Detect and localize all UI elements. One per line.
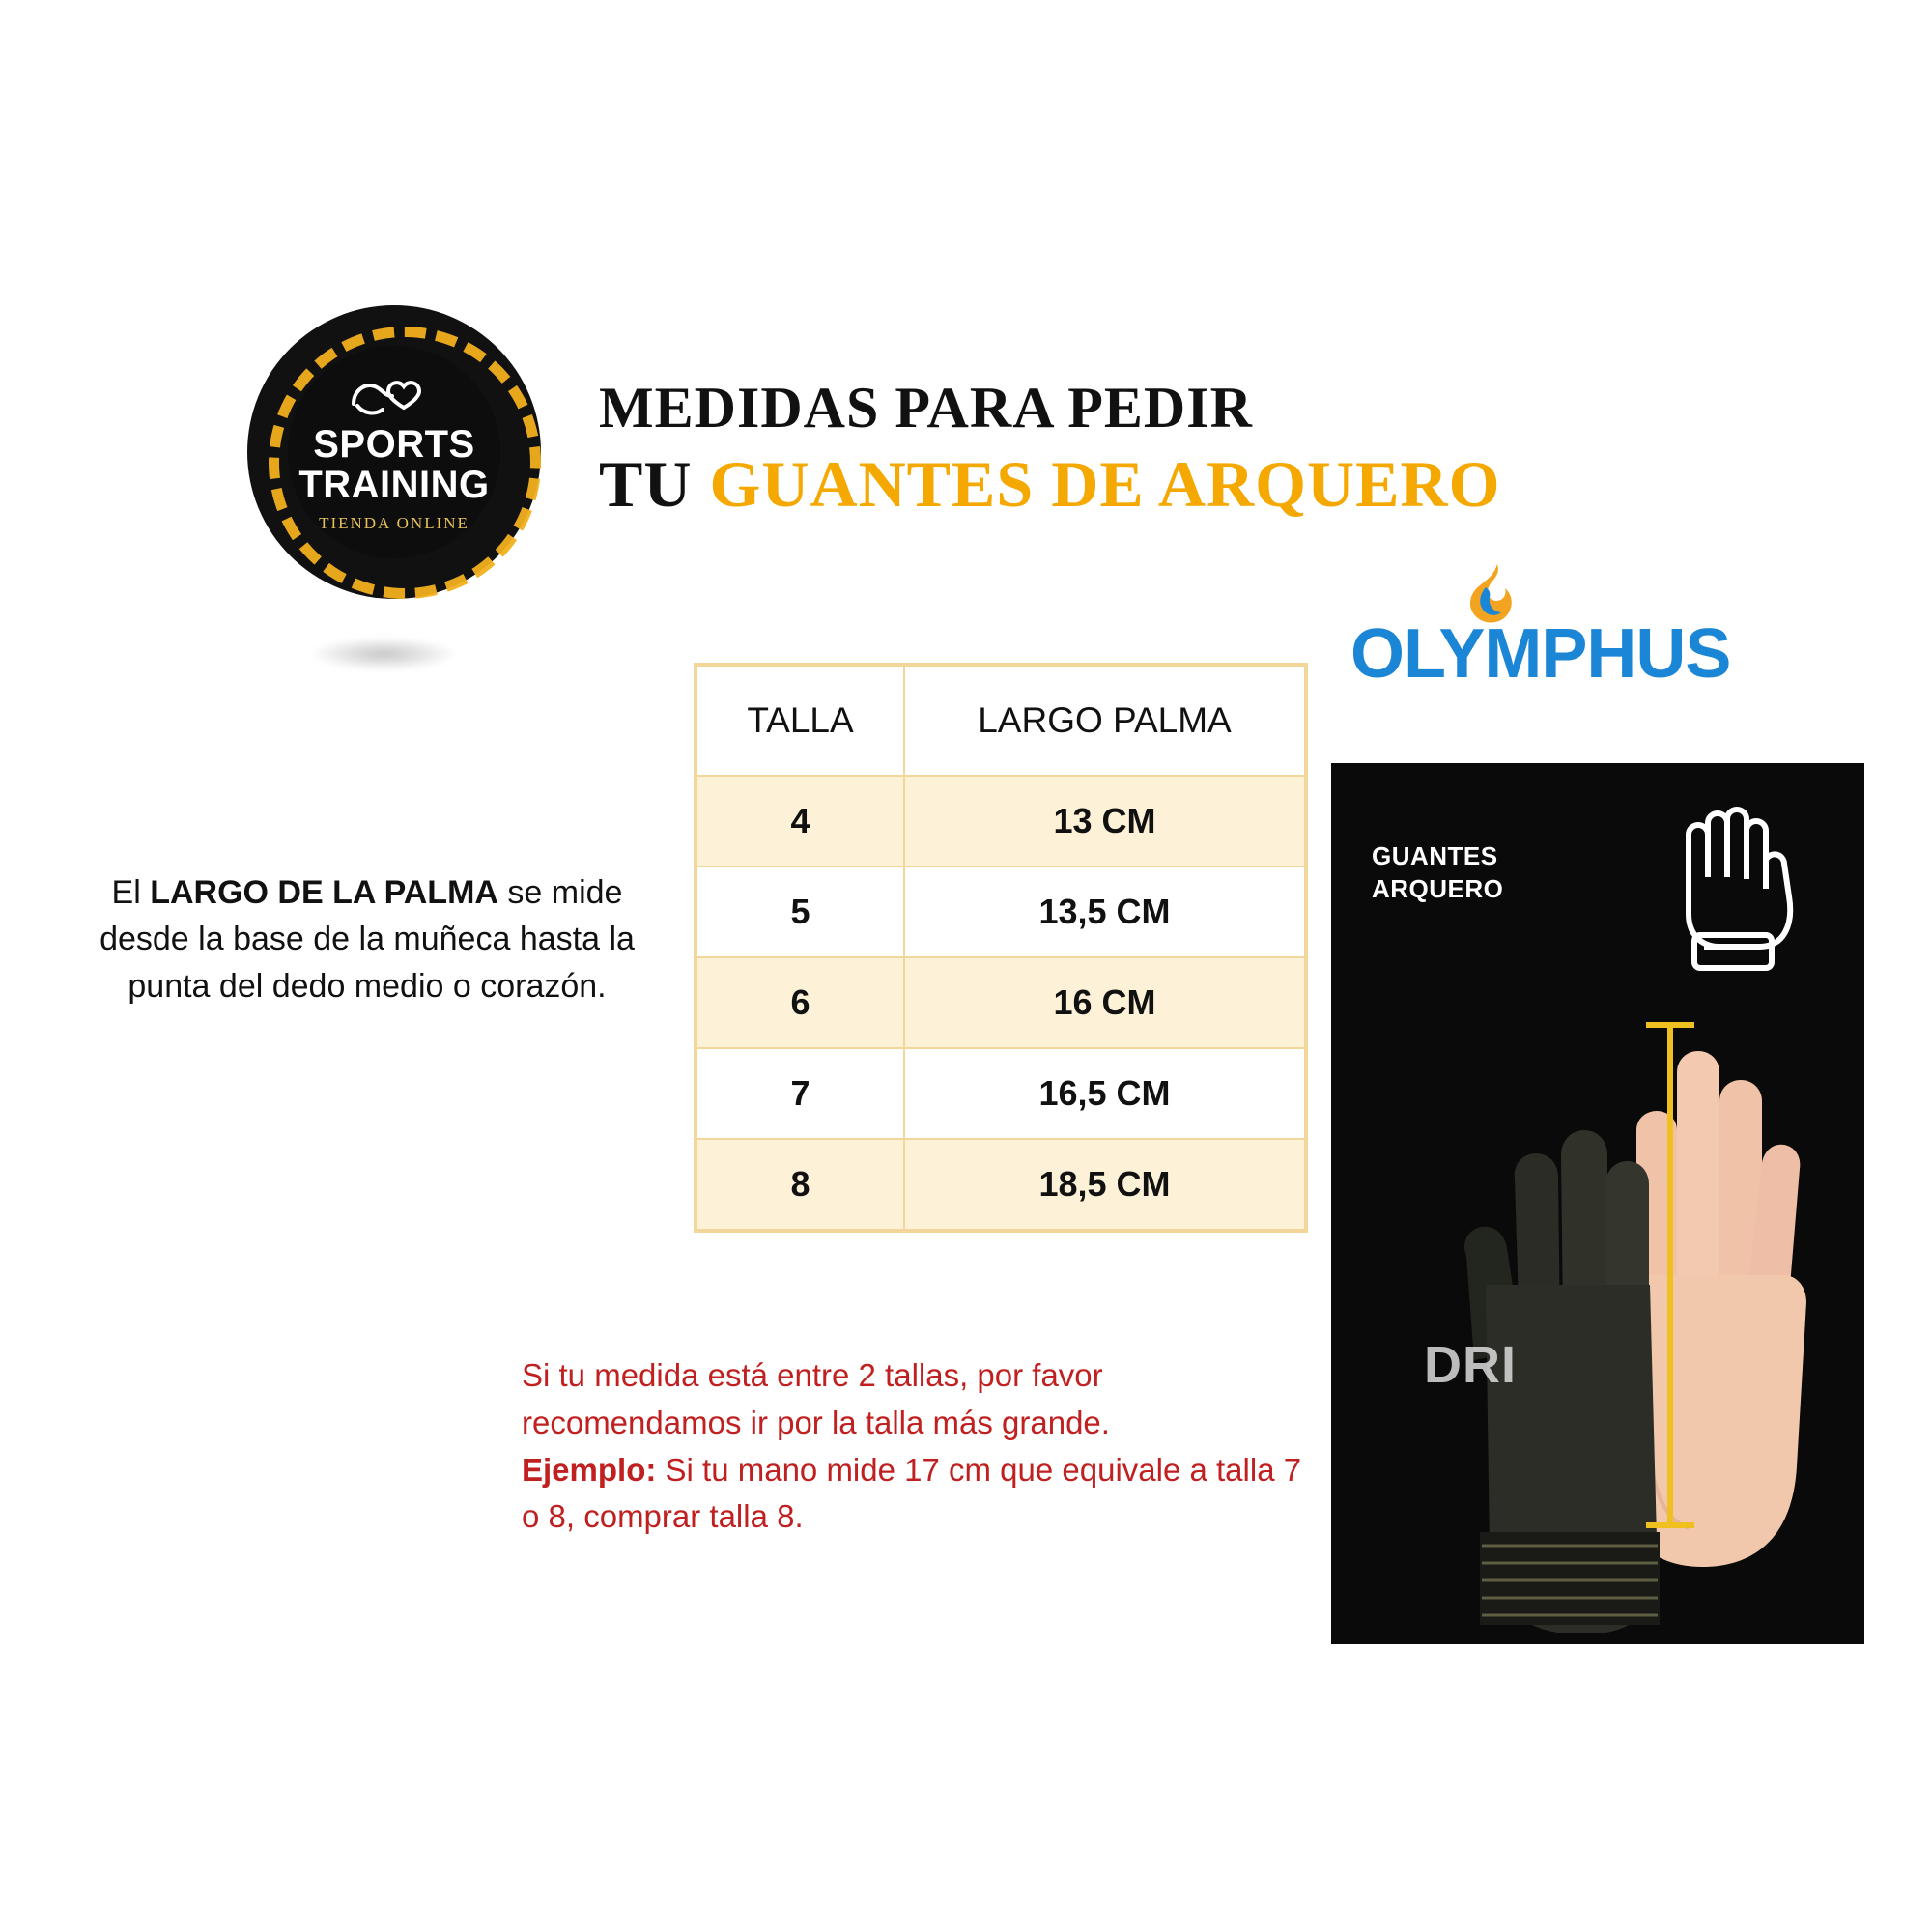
glove-label-line1: GUANTES: [1372, 841, 1498, 870]
olymphus-brand: [1350, 578, 1853, 703]
cell-largo: 13 CM: [904, 776, 1305, 867]
glove-label: [1372, 840, 1503, 906]
logo-name: [253, 425, 535, 505]
logo-name-line1: SPORTS: [313, 423, 475, 466]
table-row: [696, 867, 1305, 957]
size-table: [696, 665, 1306, 1231]
vertical-measure-arrow: [1667, 1022, 1673, 1528]
cell-talla: 8: [696, 1139, 904, 1230]
table-row: [696, 776, 1305, 867]
note-line1: Si tu medida está entre 2 tallas, por favor recomendamos ir por la talla más grande.: [522, 1357, 1110, 1440]
table-row: [696, 1048, 1305, 1139]
cell-largo: 16,5 CM: [904, 1048, 1305, 1139]
cell-talla: 7: [696, 1048, 904, 1139]
cell-largo: 13,5 CM: [904, 867, 1305, 957]
brand-logo-badge: [253, 311, 535, 593]
explanation-rest: se mide desde la base de la muñeca hasta la punta del dedo medio o corazón.: [99, 874, 635, 1005]
size-table-container: [694, 663, 1308, 1233]
explanation-strong: LARGO DE LA PALMA: [150, 874, 498, 911]
logo-drop-shadow: [311, 638, 456, 670]
cell-talla: 4: [696, 776, 904, 867]
brand-name: OLYMPHUS: [1350, 615, 1731, 693]
table-header-largo-palma: LARGO PALMA: [904, 666, 1305, 776]
product-text: DRI: [1424, 1336, 1517, 1394]
muscle-arm-heart-icon: [253, 371, 535, 426]
page-title-line2: [599, 446, 1501, 523]
cell-largo: 16 CM: [904, 957, 1305, 1048]
sizing-note: [522, 1352, 1323, 1541]
note-line2: Si tu mano mide 17 cm que equivale a talla 7 o 8, comprar talla 8.: [522, 1451, 1302, 1535]
table-header-talla: TALLA: [696, 666, 904, 776]
table-header-row: [696, 666, 1305, 776]
page-title-prefix: TU: [599, 447, 693, 521]
note-label: Ejemplo:: [522, 1451, 657, 1488]
palm-length-explanation: [77, 869, 657, 1009]
cell-largo: 18,5 CM: [904, 1139, 1305, 1230]
cell-talla: 5: [696, 867, 904, 957]
logo-tagline: TIENDA ONLINE: [319, 514, 469, 532]
hand-with-glove-illustration: [1447, 956, 1862, 1633]
table-row: [696, 1139, 1305, 1230]
logo-name-line2: TRAINING: [298, 463, 490, 506]
page-title-accent: GUANTES DE ARQUERO: [709, 447, 1501, 521]
explanation-prefix: El: [111, 874, 151, 911]
page-title-line1: MEDIDAS PARA PEDIR: [599, 376, 1253, 440]
glove-label-line2: ARQUERO: [1372, 873, 1504, 903]
table-row: [696, 957, 1305, 1048]
product-photo-panel: [1331, 763, 1864, 1644]
cell-talla: 6: [696, 957, 904, 1048]
